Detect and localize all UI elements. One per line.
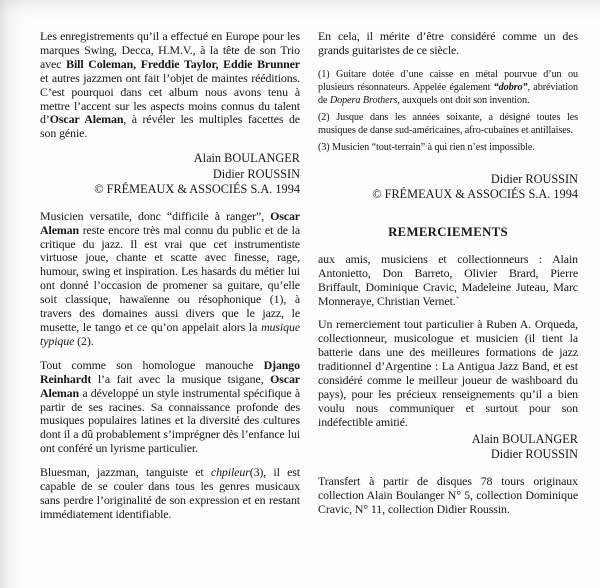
text-run: Les enregistrements qu’il a effectué en Europe pour les marques Swing, Decca, H.M.V., à la tête de son Trio avec <box>40 29 300 71</box>
right-column <box>318 30 578 572</box>
paragraph-bluesman <box>40 466 300 522</box>
credit-author-line: Didier ROUSSIN <box>490 171 578 186</box>
footnote-3 <box>318 141 578 154</box>
text-run: aux amis, musiciens et collectionneurs : Alain Antonietto, Don Barreto, Olivier Brard, Pierre Briffault, Dominique Cravic, Madeleine Juteau, Marc Monneraye, Christian Vernet.` <box>318 251 578 308</box>
text-run: (2). <box>74 333 94 348</box>
text-run: Transfert à partir de disques 78 tours originaux collection Alain Boulanger N° 5, collection Dominique Cravic, N° 11, collection Didier Roussin. <box>318 473 578 516</box>
footnote-2 <box>318 111 578 137</box>
text-run: En cela, il mérite d’être considéré comme un des grands guitaristes de ce siècle. <box>318 29 578 57</box>
text-run: , auxquels ont doit son invention. <box>397 94 530 106</box>
text-run: (2) Jusque dans les années soixante, a désigné toutes les musiques de danse sud-américaines, afro-cubaines et antillaises. <box>318 111 578 136</box>
text-run: reste encore très mal connu du public et de la critique du jazz. Il est vrai que cet instrumentiste virtuose joue, chante et scatte avec finesse, rage, humour, swing et inspiration. Les hasards du métier lui ont donné l’occasion de promener sa guitare, qu’elle soit classique, hawaïenne ou résophonique (1), à travers des domaines aussi divers que le jazz, le musette, le tango et ce qu’on appelait alors la <box>40 222 300 334</box>
text-run: (3) Musicien “tout-terrain” à qui rien n’est impossible. <box>318 141 535 153</box>
paragraph-musicien-versatile <box>40 210 300 349</box>
paragraph-remerciements-amis <box>318 253 578 309</box>
paragraph-transfert <box>318 475 578 517</box>
copyright-line: © FRÉMEAUX & ASSOCIÉS S.A. 1994 <box>94 182 300 197</box>
text-run-bold: Oscar Aleman <box>49 112 124 127</box>
text-run: , à révéler les multiples facettes de son génie. <box>40 112 300 141</box>
text-run: et autres jazzmen ont fait l’objet de maintes rééditions. C’est pourquoi dans cet album nous avons tenu à mettre l’accent sur les aspects moins connus du talent d’ <box>40 70 300 127</box>
text-run: Bluesman, jazzman, tanguiste et <box>40 465 211 480</box>
text-run-italic: musique typique <box>40 320 300 348</box>
footnotes-block <box>318 68 578 154</box>
footnote-1 <box>318 68 578 107</box>
text-run-bold: Bill Coleman, Freddie Taylor, Eddie Brunner <box>66 56 300 71</box>
credit-author-line: Alain BOULANGER <box>193 151 300 166</box>
left-column <box>40 30 300 572</box>
heading-remerciements: REMERCIEMENTS <box>388 224 508 239</box>
paragraph-en-cela <box>318 30 578 58</box>
text-run: (1) Guitare dotée d’une caisse en métal pourvue d’un ou plusieurs résonnateurs. Appelée également <box>318 68 578 93</box>
text-run-bold: Oscar Aleman <box>40 371 300 400</box>
copyright-line: © FRÉMEAUX & ASSOCIÉS S.A. 1994 <box>372 187 578 202</box>
text-run-bold: Oscar Aleman <box>40 208 300 237</box>
paragraph-django <box>40 359 300 456</box>
text-run-italic: chpileur <box>210 465 250 480</box>
credit-author-line: Didier ROUSSIN <box>212 166 300 181</box>
text-run-bold-italic: “dobro” <box>493 81 528 93</box>
text-run: l’a fait avec la musique tsigane, <box>91 371 271 386</box>
text-run-bold: Django Reinhardt <box>40 357 300 386</box>
paragraph-ruben-orqueda <box>318 318 578 429</box>
text-run: , abréviation de <box>318 81 579 106</box>
text-run: Tout comme son homologue manouche <box>40 357 264 372</box>
credit-author-line: Didier ROUSSIN <box>490 447 578 462</box>
credit-author-line: Alain BOULANGER <box>471 431 578 446</box>
text-run: Musicien versatile, donc “difficile à ranger”, <box>40 208 271 223</box>
credits-block-right <box>318 172 578 203</box>
paragraph-recordings <box>40 30 300 141</box>
credits-block-bottom <box>318 432 578 463</box>
text-run: Un remerciement tout particulier à Ruben A. Orqueda, collectionneur, musicologue et musicien (il tient la batterie dans une des meilleures formations de jazz traditionnel d’Argentine : La Antigua Jazz Band, et est considéré comme le meilleur joueur de washboard du pays), pour les précieux renseignements qu’il a bien voulu nous communiquer et surtout pour son indéfectible amitié. <box>318 317 578 429</box>
text-run: (3), il est capable de se couler dans tous les genres musicaux sans perdre l’originalité de son expression et en restant immédiatement identifiable. <box>40 465 301 521</box>
text-run-italic: Dopera Brothers <box>329 94 398 106</box>
credits-block-left <box>40 151 300 198</box>
text-run: a développé un style instrumental spécifique à partir de ses racines. Sa connaissance profonde des musiques populaires latines et la diversité des cultures dont il a dû probablement s’imprégner dès l’enfance lui ont conféré un lyrisme particulier. <box>40 385 300 456</box>
